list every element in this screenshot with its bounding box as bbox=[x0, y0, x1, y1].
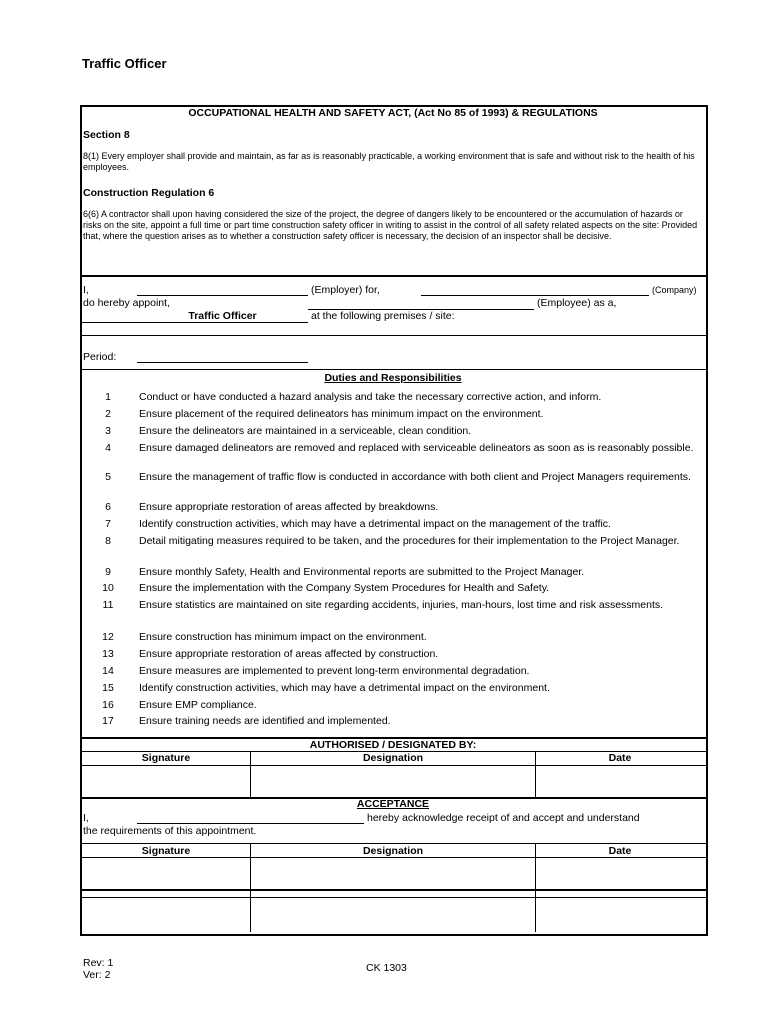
duty-text: Detail mitigating measures required to be taken, and the procedures for their implementation to the Project Manager. bbox=[139, 535, 680, 547]
employer-label: (Employer) for, bbox=[311, 284, 380, 296]
duty-number: 12 bbox=[102, 631, 114, 643]
duty-text: Ensure the management of traffic flow is conducted in accordance with both client and Project Managers requirements. bbox=[139, 471, 691, 483]
company-label: (Company) bbox=[652, 285, 697, 295]
duty-number: 4 bbox=[105, 442, 111, 454]
duty-number: 9 bbox=[105, 566, 111, 578]
accept-signature-header: Signature bbox=[141, 845, 191, 857]
duty-number: 8 bbox=[105, 535, 111, 547]
company-name-field[interactable] bbox=[421, 295, 649, 296]
divider bbox=[80, 897, 706, 898]
duty-text: Conduct or have conducted a hazard analysis and take the necessary corrective action, and inform. bbox=[139, 391, 602, 403]
reg6-text: 6(6) A contractor shall upon having considered the size of the project, the degree of dangers likely to be encountered or the accumulation of hazards or risks on the site, appoint a full time or part time construction safety officer in writing to assist in the control of all safety related aspects on the site: Provided that, where the question arises as to whether a construction safety officer is necessary, the decision of an inspector shall be decisive. bbox=[83, 209, 698, 241]
duty-number: 1 bbox=[105, 391, 111, 403]
extra-signature-cell[interactable] bbox=[82, 898, 249, 930]
period-label: Period: bbox=[83, 351, 117, 363]
divider bbox=[80, 335, 706, 336]
role-field[interactable] bbox=[82, 322, 308, 323]
duty-number: 17 bbox=[102, 715, 114, 727]
auth-date-cell[interactable] bbox=[536, 766, 704, 796]
acceptance-text-2: the requirements of this appointment. bbox=[83, 825, 257, 837]
duty-number: 10 bbox=[102, 582, 114, 594]
role-value: Traffic Officer bbox=[188, 310, 257, 322]
act-heading: OCCUPATIONAL HEALTH AND SAFETY ACT, (Act No 85 of 1993) & REGULATIONS bbox=[188, 107, 598, 119]
duty-text: Ensure the delineators are maintained in a serviceable, clean condition. bbox=[139, 425, 472, 437]
duty-number: 11 bbox=[102, 599, 114, 611]
accept-date-cell[interactable] bbox=[536, 858, 704, 888]
acceptance-text-1: hereby acknowledge receipt of and accept and understand bbox=[367, 812, 640, 824]
accept-signature-cell[interactable] bbox=[82, 858, 249, 888]
auth-date-header: Date bbox=[608, 752, 632, 764]
page-title: Traffic Officer bbox=[82, 56, 167, 71]
duty-number: 5 bbox=[105, 471, 111, 483]
divider bbox=[80, 275, 706, 277]
duty-text: Ensure construction has minimum impact on the environment. bbox=[139, 631, 427, 643]
extra-date-cell[interactable] bbox=[536, 898, 704, 930]
duty-number: 15 bbox=[102, 682, 114, 694]
duty-text: Ensure training needs are identified and implemented. bbox=[139, 715, 391, 727]
duty-text: Ensure damaged delineators are removed and replaced with serviceable delineators as soon as is reasonably possible. bbox=[139, 442, 694, 454]
accept-designation-header: Designation bbox=[362, 845, 424, 857]
section8-title: Section 8 bbox=[83, 129, 130, 141]
duty-text: Ensure measures are implemented to prevent long-term environmental degradation. bbox=[139, 665, 530, 677]
extra-designation-cell[interactable] bbox=[251, 898, 534, 930]
duty-number: 16 bbox=[102, 699, 114, 711]
reg6-title: Construction Regulation 6 bbox=[83, 187, 215, 199]
duty-text: Ensure statistics are maintained on site regarding accidents, injuries, man-hours, lost time and risk assessments. bbox=[139, 599, 664, 611]
duty-text: Ensure EMP compliance. bbox=[139, 699, 257, 711]
duty-number: 13 bbox=[102, 648, 114, 660]
duty-number: 3 bbox=[105, 425, 111, 437]
duty-text: Identify construction activities, which may have a detrimental impact on the environment. bbox=[139, 682, 550, 694]
section8-text: 8(1) Every employer shall provide and maintain, as far as is reasonably practicable, a working environment that is safe and without risk to the health of his employees. bbox=[83, 151, 695, 172]
duties-heading: Duties and Responsibilities bbox=[324, 372, 462, 384]
accept-i-label: I, bbox=[83, 812, 89, 824]
duty-text: Ensure monthly Safety, Health and Environmental reports are submitted to the Project Manager. bbox=[139, 566, 585, 578]
duty-number: 2 bbox=[105, 408, 111, 420]
footer-code: CK 1303 bbox=[366, 962, 407, 974]
duty-text: Identify construction activities, which may have a detrimental impact on the management of the traffic. bbox=[139, 518, 611, 530]
premises-label: at the following premises / site: bbox=[311, 310, 455, 322]
accept-date-header: Date bbox=[608, 845, 632, 857]
employer-name-field[interactable] bbox=[137, 295, 308, 296]
duty-text: Ensure appropriate restoration of areas affected by construction. bbox=[139, 648, 439, 660]
employee-label: (Employee) as a, bbox=[537, 297, 617, 309]
auth-signature-header: Signature bbox=[141, 752, 191, 764]
duty-number: 6 bbox=[105, 501, 111, 513]
divider bbox=[80, 369, 706, 370]
footer-rev: Rev: 1 bbox=[83, 957, 114, 969]
duty-text: Ensure placement of the required delineators has minimum impact on the environment. bbox=[139, 408, 544, 420]
divider bbox=[80, 843, 706, 844]
acceptor-name-field[interactable] bbox=[137, 823, 364, 824]
footer-ver: Ver: 2 bbox=[83, 969, 111, 981]
divider bbox=[80, 889, 706, 891]
duty-text: Ensure the implementation with the Company System Procedures for Health and Safety. bbox=[139, 582, 550, 594]
appoint-label: do hereby appoint, bbox=[83, 297, 170, 309]
period-field[interactable] bbox=[137, 362, 308, 363]
auth-designation-cell[interactable] bbox=[251, 766, 534, 796]
authorised-heading: AUTHORISED / DESIGNATED BY: bbox=[309, 739, 477, 751]
acceptance-heading: ACCEPTANCE bbox=[356, 798, 430, 810]
accept-designation-cell[interactable] bbox=[251, 858, 534, 888]
auth-signature-cell[interactable] bbox=[82, 766, 249, 796]
duty-text: Ensure appropriate restoration of areas affected by breakdowns. bbox=[139, 501, 439, 513]
auth-designation-header: Designation bbox=[362, 752, 424, 764]
appoint-i-label: I, bbox=[83, 284, 89, 296]
duty-number: 14 bbox=[102, 665, 114, 677]
duty-number: 7 bbox=[105, 518, 111, 530]
